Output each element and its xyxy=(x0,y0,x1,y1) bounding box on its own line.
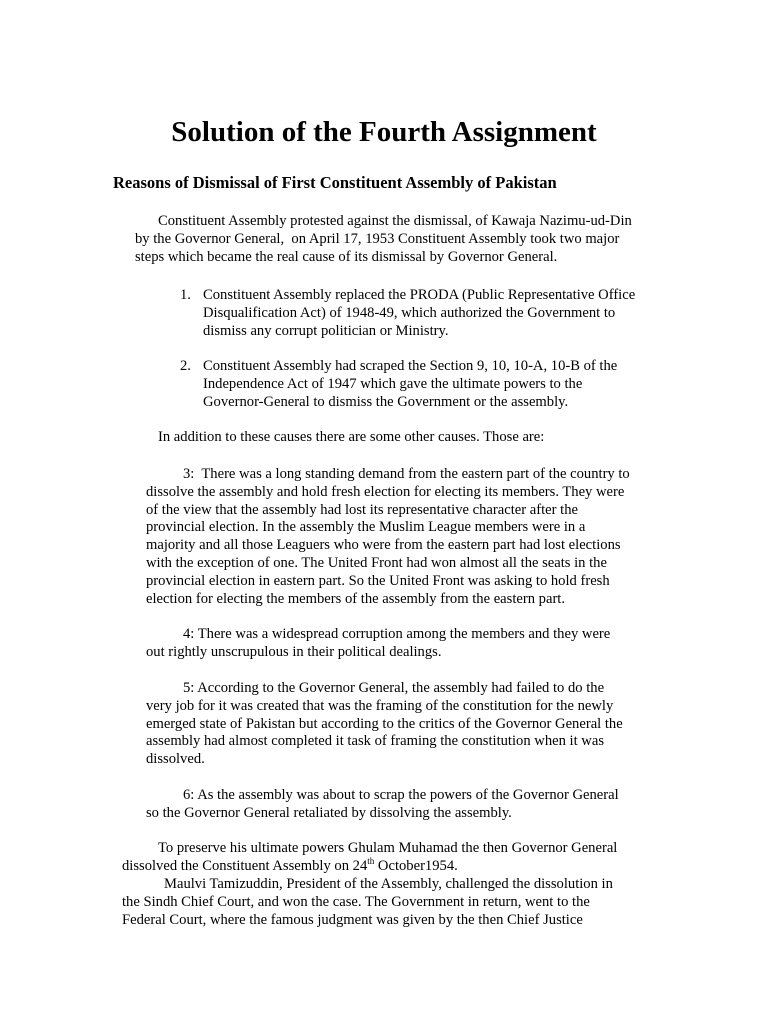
intro-paragraph xyxy=(135,213,632,266)
list-number: 1. xyxy=(180,287,191,303)
intro-line: by the Governor General, on April 17, 1953 Constituent Assembly took two major xyxy=(135,230,620,247)
conclusion-paragraph xyxy=(122,840,617,876)
cause-line: majority and all those Leaguers who were from the eastern part had lost elections xyxy=(146,537,621,554)
cause-line: so the Governor General retaliated by dissolving the assembly. xyxy=(146,804,512,821)
conclusion-line: To preserve his ultimate powers Ghulam Muhamad the then Governor General xyxy=(158,840,618,856)
list-line: Disqualification Act) of 1948-49, which authorized the Government to xyxy=(203,304,616,321)
list-line: Constituent Assembly had scraped the Section 9, 10, 10-A, 10-B of the xyxy=(203,358,618,374)
page-title: Solution of the Fourth Assignment xyxy=(171,116,597,148)
conclusion-text: October1954. xyxy=(374,857,458,874)
cause-line: 3: There was a long standing demand from the eastern part of the country to xyxy=(183,466,630,482)
list-text xyxy=(203,358,683,411)
conclusion-text: dissolved the Constituent Assembly on 24 xyxy=(122,857,368,874)
cause-line: 5: According to the Governor General, the assembly had failed to do the xyxy=(183,680,605,696)
final-paragraph xyxy=(122,876,613,929)
cause-line: dissolved. xyxy=(146,751,205,768)
final-line: Maulvi Tamizuddin, President of the Assembly, challenged the dissolution in xyxy=(164,876,613,892)
final-line: the Sindh Chief Court, and won the case. The Government in return, went to the xyxy=(122,893,590,910)
list-line: Independence Act of 1947 which gave the ultimate powers to the xyxy=(203,375,583,392)
section-heading: Reasons of Dismissal of First Constituent Assembly of Pakistan xyxy=(113,173,557,192)
cause-line: 4: There was a widespread corruption among the members and they were xyxy=(183,626,611,642)
cause-line: with the exception of one. The United Front had won almost all the seats in the xyxy=(146,554,607,571)
cause-line: of the view that the assembly had lost its representative character after the xyxy=(146,501,578,518)
cause-line: election for electing the members of the assembly from the eastern part. xyxy=(146,590,566,607)
conclusion-line xyxy=(122,855,617,876)
list-line: Constituent Assembly replaced the PRODA (Public Representative Office xyxy=(203,287,636,303)
transition-paragraph xyxy=(158,429,544,447)
cause-line: assembly had almost completed it task of framing the constitution when it was xyxy=(146,733,604,750)
ordinal-suffix: th xyxy=(367,855,375,866)
cause-line: very job for it was created that was the framing of the constitution for the newly xyxy=(146,697,614,714)
cause-6-paragraph xyxy=(146,787,619,823)
cause-5-paragraph xyxy=(146,680,623,769)
list-line: Governor-General to dismiss the Government or the assembly. xyxy=(203,393,569,410)
cause-line: provincial election. In the assembly the Muslim League members were in a xyxy=(146,519,586,536)
cause-line: emerged state of Pakistan but according to the critics of the Governor General the xyxy=(146,715,623,732)
list-text xyxy=(203,287,683,340)
list-line: dismiss any corrupt politician or Ministry. xyxy=(203,322,449,339)
intro-line: Constituent Assembly protested against the dismissal, of Kawaja Nazimu-ud-Din xyxy=(158,213,632,229)
transition-line: In addition to these causes there are some other causes. Those are: xyxy=(158,429,545,445)
final-line: Federal Court, where the famous judgment was given by the then Chief Justice xyxy=(122,911,583,928)
intro-line: steps which became the real cause of its dismissal by Governor General. xyxy=(135,248,558,265)
list-number: 2. xyxy=(180,358,191,374)
cause-line: out rightly unscrupulous in their political dealings. xyxy=(146,643,442,660)
cause-line: provincial election in eastern part. So the United Front was asking to hold fresh xyxy=(146,572,610,589)
cause-4-paragraph xyxy=(146,626,610,662)
cause-line: 6: As the assembly was about to scrap the powers of the Governor General xyxy=(183,787,619,803)
cause-line: dissolve the assembly and hold fresh election for electing its members. They were xyxy=(146,483,625,500)
cause-3-paragraph xyxy=(146,466,630,608)
